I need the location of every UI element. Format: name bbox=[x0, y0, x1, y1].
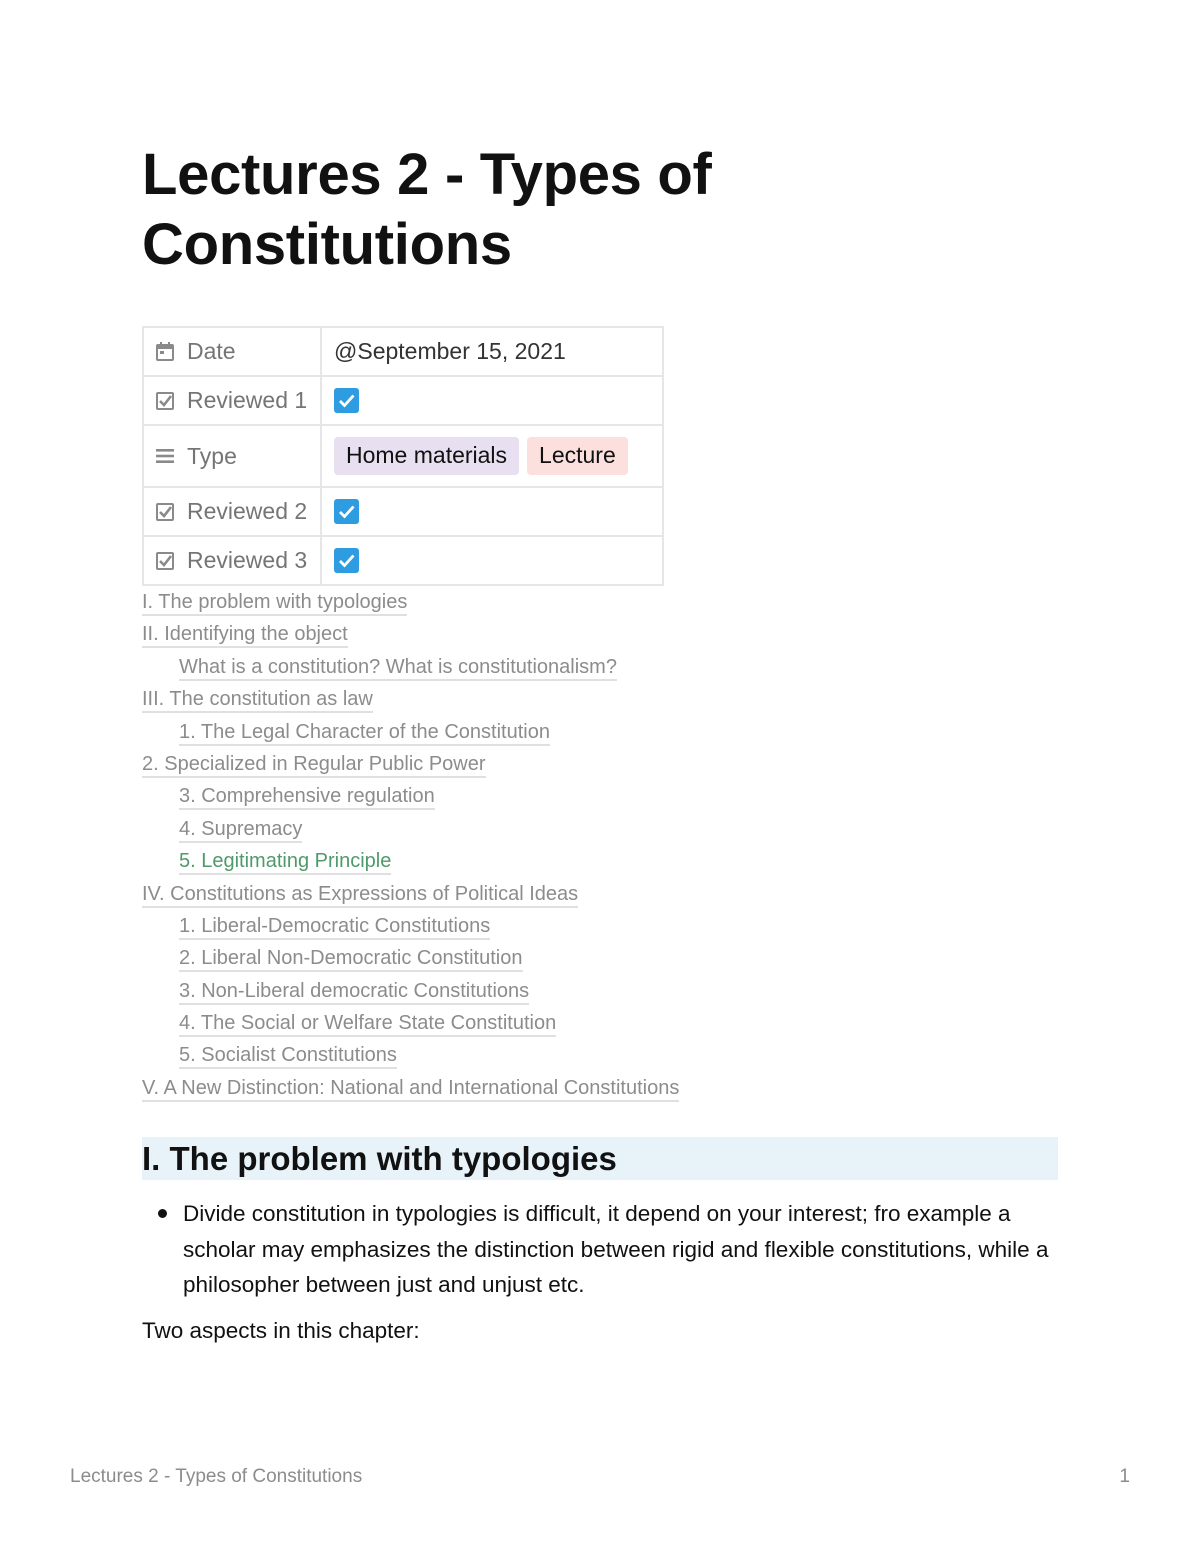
property-label-type: Type bbox=[187, 442, 237, 469]
toc-item bbox=[142, 748, 679, 780]
toc-item bbox=[142, 1039, 679, 1071]
toc-link[interactable]: 2. Specialized in Regular Public Power bbox=[142, 753, 486, 778]
bullet-list bbox=[158, 1196, 1058, 1303]
toc-item bbox=[142, 683, 679, 715]
footer-title: Lectures 2 - Types of Constitutions bbox=[70, 1466, 363, 1487]
toc-link[interactable]: V. A New Distinction: National and International Constitutions bbox=[142, 1077, 679, 1102]
list-icon bbox=[154, 445, 176, 467]
page-title: Lectures 2 - Types of Constitutions bbox=[142, 142, 712, 277]
toc-item bbox=[142, 878, 679, 910]
toc-item bbox=[142, 1072, 679, 1104]
toc-item bbox=[142, 651, 679, 683]
property-row-reviewed-1 bbox=[143, 376, 663, 425]
checkmark-icon bbox=[334, 388, 359, 413]
toc-link[interactable]: I. The problem with typologies bbox=[142, 591, 407, 616]
toc-item bbox=[142, 586, 679, 618]
toc-link[interactable]: IV. Constitutions as Expressions of Political Ideas bbox=[142, 883, 578, 908]
property-row-reviewed-2 bbox=[143, 487, 663, 536]
body-paragraph: Two aspects in this chapter: bbox=[142, 1318, 420, 1343]
toc-link[interactable]: III. The constitution as law bbox=[142, 688, 373, 713]
toc-link[interactable]: 1. Liberal-Democratic Constitutions bbox=[179, 915, 490, 940]
property-row-date bbox=[143, 327, 663, 376]
toc-link[interactable]: 5. Legitimating Principle bbox=[179, 850, 391, 875]
toc-item bbox=[142, 942, 679, 974]
page-number: 1 bbox=[1119, 1466, 1130, 1487]
property-label-reviewed-1: Reviewed 1 bbox=[187, 387, 308, 413]
toc-item bbox=[142, 813, 679, 845]
property-label-reviewed-2: Reviewed 2 bbox=[187, 498, 308, 524]
toc-item bbox=[142, 716, 679, 748]
property-label-date: Date bbox=[187, 338, 236, 364]
property-row-type bbox=[143, 425, 663, 487]
toc-link[interactable]: What is a constitution? What is constitutionalism? bbox=[179, 656, 617, 681]
toc-link[interactable]: 3. Non-Liberal democratic Constitutions bbox=[179, 980, 529, 1005]
toc-item bbox=[142, 780, 679, 812]
toc-link[interactable]: 3. Comprehensive regulation bbox=[179, 785, 435, 810]
toc-link[interactable]: 4. The Social or Welfare State Constitution bbox=[179, 1012, 556, 1037]
reviewed-1-checkbox[interactable] bbox=[334, 388, 359, 413]
toc-item bbox=[142, 910, 679, 942]
toc-link[interactable]: 1. The Legal Character of the Constitution bbox=[179, 721, 550, 746]
checkbox-icon bbox=[154, 550, 176, 572]
tag-home-materials[interactable]: Home materials bbox=[334, 437, 519, 475]
toc-item bbox=[142, 1007, 679, 1039]
checkmark-icon bbox=[334, 499, 359, 524]
property-value-date[interactable]: @September 15, 2021 bbox=[334, 338, 566, 364]
checkbox-icon bbox=[154, 501, 176, 523]
calendar-icon bbox=[154, 341, 176, 363]
reviewed-2-checkbox[interactable] bbox=[334, 499, 359, 524]
toc-item bbox=[142, 845, 679, 877]
toc-item bbox=[142, 618, 679, 650]
checkmark-icon bbox=[334, 548, 359, 573]
bullet-item bbox=[158, 1196, 1058, 1303]
properties-table bbox=[142, 326, 664, 586]
toc-link[interactable]: II. Identifying the object bbox=[142, 623, 348, 648]
toc-link[interactable]: 2. Liberal Non-Democratic Constitution bbox=[179, 947, 523, 972]
section-heading: I. The problem with typologies bbox=[142, 1140, 617, 1177]
table-of-contents bbox=[142, 586, 679, 1104]
checkbox-icon bbox=[154, 390, 176, 412]
section-heading-block bbox=[142, 1137, 1058, 1180]
bullet-dot-icon bbox=[158, 1209, 167, 1218]
toc-link[interactable]: 5. Socialist Constitutions bbox=[179, 1044, 397, 1069]
property-row-reviewed-3 bbox=[143, 536, 663, 585]
bullet-text: Divide constitution in typologies is difficult, it depend on your interest; fro example a scholar may emphasizes the distinction between rigid and flexible constitutions, while a philosopher between just and unjust etc. bbox=[183, 1201, 1049, 1297]
tag-lecture[interactable]: Lecture bbox=[527, 437, 628, 475]
reviewed-3-checkbox[interactable] bbox=[334, 548, 359, 573]
toc-link[interactable]: 4. Supremacy bbox=[179, 818, 302, 843]
property-label-reviewed-3: Reviewed 3 bbox=[187, 547, 308, 573]
toc-item bbox=[142, 975, 679, 1007]
